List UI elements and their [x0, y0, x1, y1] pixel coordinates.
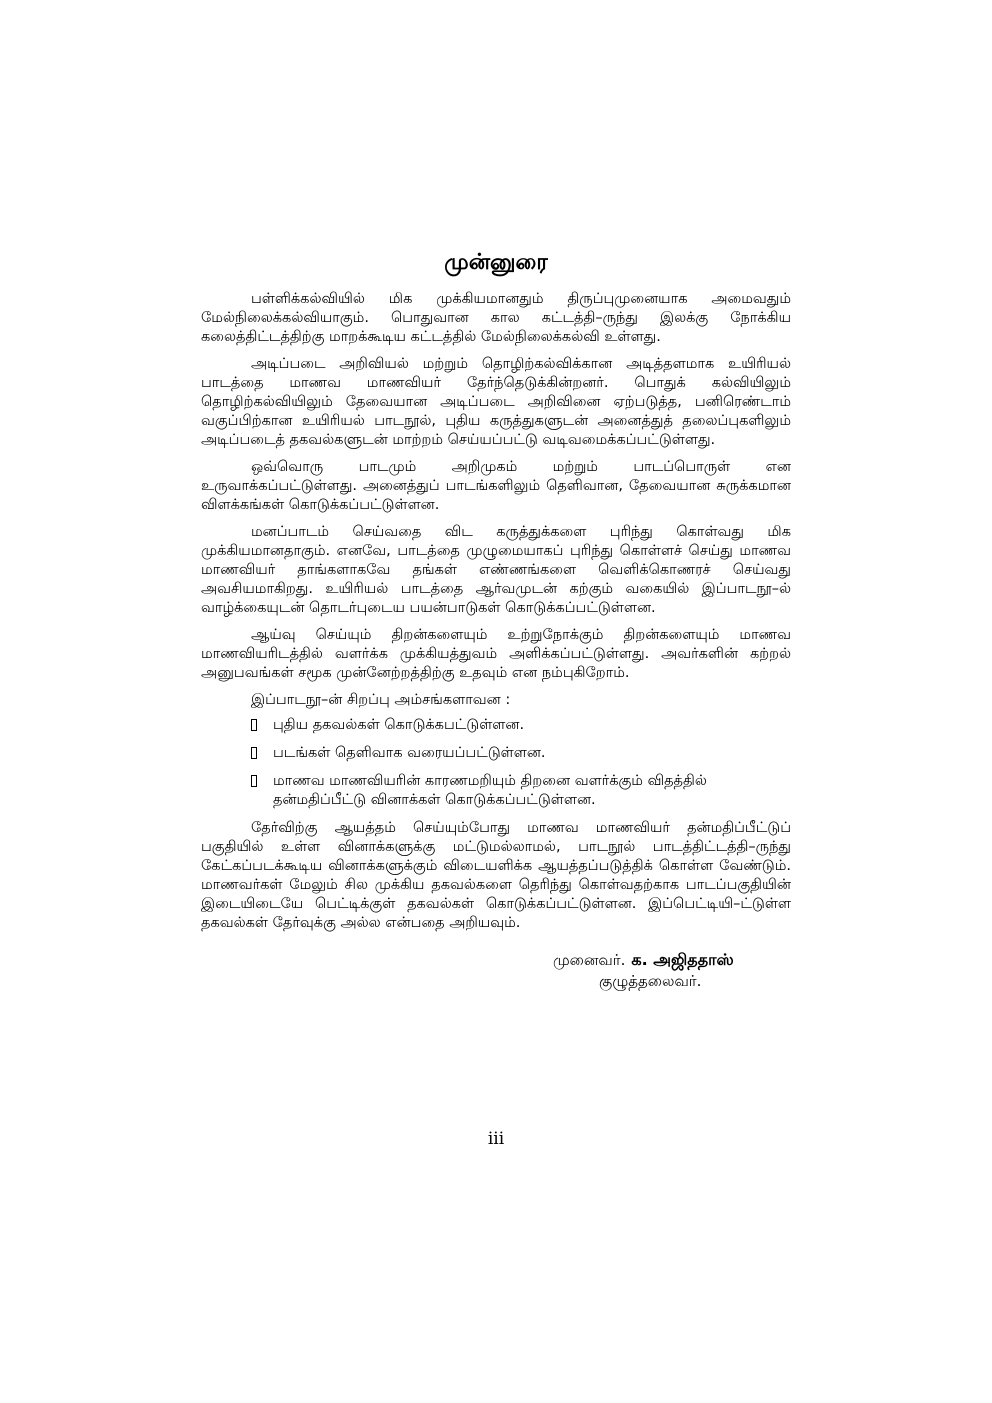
paragraph-4: மனப்பாடம் செய்வதை விட கருத்துக்களை புரிந்து கொள்வது மிக முக்கியமானதாகும். எனவே, பாடத்தை முழுமையாகப் புரிந்து கொள்ளச் செய்து மாணவ மாணவியர் தாங்களாகவே தங்கள் எண்ணங்களை வெளிக்கொணரச் செய்வது அவசியமாகிறது. உயிரியல் பாடத்தை ஆர்வமுடன் கற்கும் வகையில் இப்பாடநூ–ல் வாழ்க்கையுடன் தொடர்புடைய பயன்பாடுகள் கொடுக்கப்பட்டுள்ளன.: [201, 524, 791, 616]
page-title: முன்னுரை: [444, 250, 548, 275]
bullet-box-icon: [251, 747, 257, 759]
bullet-box-icon: [251, 719, 257, 731]
signature-name: க. அஜிததாஸ்: [631, 950, 734, 969]
feature-item: [251, 744, 791, 763]
paragraph-5: ஆய்வு செய்யும் திறன்களையும் உற்றுநோக்கும் திறன்களையும் மாணவ மாணவியரிடத்தில் வளர்க்க முக்கியத்துவம் அளிக்கப்பட்டுள்ளது. அவர்களின் கற்றல் அனுபவங்கள் சமூக முன்னேற்றத்திற்கு உதவும் என நம்புகிறோம்.: [201, 627, 791, 681]
bullet-box-icon: [251, 775, 257, 787]
feature-item: [251, 716, 791, 735]
signature-role: குழுத்தலைவர்.: [599, 972, 702, 990]
signature-block: [553, 949, 791, 992]
features-intro: இப்பாடநூ–ன் சிறப்பு அம்சங்களாவன :: [251, 692, 511, 708]
document-page: [201, 248, 791, 992]
feature-text: புதிய தகவல்கள் கொடுக்கபட்டுள்ளன.: [273, 717, 525, 733]
closing-paragraph: தேர்விற்கு ஆயத்தம் செய்யும்போது மாணவ மாணவியர் தன்மதிப்பீட்டுப் பகுதியில் உள்ள வினாக்களுக்கு மட்டுமல்லாமல், பாடநூல் பாடத்திட்டத்தி–ருந்து கேட்கப்படக்கூடிய வினாக்களுக்கும் விடையளிக்க ஆயத்தப்படுத்திக் கொள்ள வேண்டும். மாணவர்கள் மேலும் சில முக்கிய தகவல்களை தெரிந்து கொள்வதற்காக பாடப்பகுதியின் இடையிடையே பெட்டிக்குள் தகவல்கள் கொடுக்கப்பட்டுள்ளன. இப்பெட்டியி–ட்டுள்ள தகவல்கள் தேர்வுக்கு அல்ல என்பதை அறியவும்.: [201, 820, 791, 931]
feature-text: மாணவ மாணவியரின் காரணமறியும் திறனை வளர்க்கும் விதத்தில் தன்மதிப்பீட்டு வினாக்கள் கொடுக்கப்பட்டுள்ளன.: [273, 773, 707, 808]
paragraph-1: பள்ளிக்கல்வியில் மிக முக்கியமானதும் திருப்புமுனையாக அமைவதும் மேல்நிலைக்கல்வியாகும். பொதுவான கால கட்டத்தி–ருந்து இலக்கு நோக்கிய கலைத்திட்டத்திற்கு மாறக்கூடிய கட்டத்தில் மேல்நிலைக்கல்வி உள்ளது.: [201, 291, 791, 345]
paragraph-3: ஒவ்வொரு பாடமும் அறிமுகம் மற்றும் பாடப்பொருள் என உருவாக்கப்பட்டுள்ளது. அனைத்துப் பாடங்களிலும் தெளிவான, தேவையான சுருக்கமான விளக்கங்கள் கொடுக்கப்பட்டுள்ளன.: [201, 459, 791, 513]
signature-line: [553, 949, 791, 971]
feature-item: [251, 772, 791, 810]
page-number: iii: [487, 1129, 505, 1149]
features-list: [251, 716, 791, 810]
feature-text: படங்கள் தெளிவாக வரையப்பட்டுள்ளன.: [273, 745, 546, 761]
signature-prefix: முனைவர்.: [553, 951, 626, 969]
paragraph-2: அடிப்படை அறிவியல் மற்றும் தொழிற்கல்விக்கான அடித்தளமாக உயிரியல் பாடத்தை மாணவ மாணவியர் தேர்ந்தெடுக்கின்றனர். பொதுக் கல்வியிலும் தொழிற்கல்வியிலும் தேவையான அடிப்படை அறிவினை ஏற்படுத்த, பனிரெண்டாம் வகுப்பிற்கான உயிரியல் பாடநூல், புதிய கருத்துகளுடன் அனைத்துத் தலைப்புகளிலும் அடிப்படைத் தகவல்களுடன் மாற்றம் செய்யப்பட்டு வடிவமைக்கப்பட்டுள்ளது.: [201, 356, 791, 448]
